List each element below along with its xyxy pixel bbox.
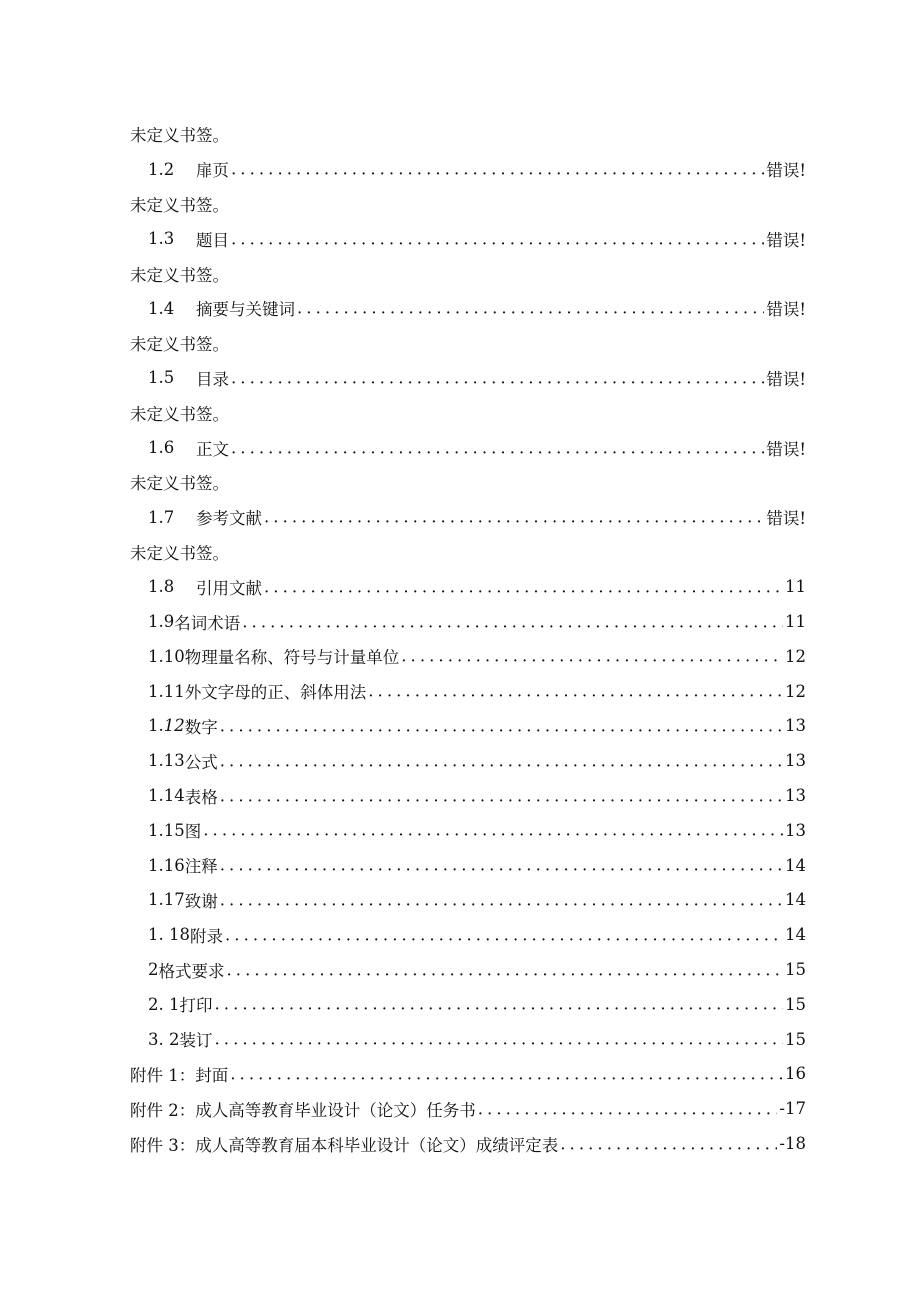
entry-page: 13	[785, 820, 806, 840]
entry-number: 1.16	[148, 855, 185, 875]
toc-entry-1-6[interactable]	[130, 430, 806, 465]
entry-number: 2	[148, 960, 159, 980]
entry-page: 错误!	[766, 161, 806, 181]
toc-entry-1-4[interactable]	[130, 291, 806, 326]
dot-leader	[264, 500, 764, 535]
table-of-contents	[130, 117, 806, 1161]
error-text: 未定义书签。	[130, 265, 229, 285]
dot-leader	[225, 917, 783, 952]
dot-leader	[220, 848, 783, 883]
dot-leader	[560, 1126, 777, 1161]
dot-leader	[215, 1022, 784, 1057]
dot-leader	[297, 291, 764, 326]
entry-title: 打印	[179, 996, 213, 1016]
toc-error-continuation	[130, 395, 806, 430]
entry-number-suffix: 12	[163, 716, 185, 736]
entry-number: 1.4	[148, 298, 175, 318]
entry-title: 摘要与关键词	[196, 300, 295, 320]
toc-entry-attachment-3[interactable]	[130, 1126, 806, 1161]
entry-title: 图	[184, 822, 202, 842]
entry-title: 注释	[184, 857, 218, 877]
toc-entry-1-17[interactable]	[130, 883, 806, 918]
dot-leader	[231, 430, 764, 465]
error-text: 未定义书签。	[130, 404, 229, 424]
toc-error-continuation	[130, 117, 806, 152]
entry-title: 封面	[195, 1065, 229, 1085]
entry-title: 数字	[184, 717, 218, 737]
entry-title: 目录	[196, 369, 229, 389]
entry-title: 表格	[184, 787, 218, 807]
entry-page: 15	[785, 960, 806, 980]
toc-entry-1-15[interactable]	[130, 813, 806, 848]
entry-page: 错误!	[766, 369, 806, 389]
entry-number: 附件 2：	[130, 1100, 196, 1120]
toc-entry-1-5[interactable]	[130, 361, 806, 396]
entry-title: 格式要求	[158, 961, 225, 981]
dot-leader	[215, 987, 784, 1022]
toc-error-continuation	[130, 535, 806, 570]
dot-leader	[220, 743, 783, 778]
toc-entry-3-2[interactable]	[130, 1022, 806, 1057]
dot-leader	[220, 883, 783, 918]
entry-number: 3. 2	[148, 1029, 180, 1049]
dot-leader	[227, 952, 784, 987]
entry-page: 11	[785, 577, 806, 597]
entry-number: 1.9	[148, 612, 175, 632]
toc-entry-1-16[interactable]	[130, 848, 806, 883]
dot-leader	[231, 152, 764, 187]
entry-page: 14	[785, 925, 806, 945]
error-text: 未定义书签。	[130, 195, 229, 215]
entry-title: 致谢	[184, 891, 218, 911]
toc-entry-1-2[interactable]	[130, 152, 806, 187]
entry-number: 2. 1	[148, 994, 180, 1014]
entry-page: 错误!	[766, 300, 806, 320]
entry-number: 1.13	[148, 751, 185, 771]
toc-error-continuation	[130, 256, 806, 291]
dot-leader	[231, 361, 764, 396]
entry-page: 14	[785, 855, 806, 875]
entry-number: 1.6	[148, 438, 175, 458]
toc-entry-attachment-2[interactable]	[130, 1091, 806, 1126]
entry-title: 正文	[196, 439, 229, 459]
entry-page: 13	[785, 716, 806, 736]
toc-entry-1-7[interactable]	[130, 500, 806, 535]
toc-entry-1-8[interactable]	[130, 569, 806, 604]
toc-entry-1-3[interactable]	[130, 221, 806, 256]
entry-page: 13	[785, 751, 806, 771]
entry-number: 1.7	[148, 507, 175, 527]
entry-title: 扉页	[196, 161, 229, 181]
entry-title: 成人高等教育届本科毕业设计（论文）成绩评定表	[195, 1135, 559, 1155]
toc-error-continuation	[130, 187, 806, 222]
toc-entry-2-1[interactable]	[130, 987, 806, 1022]
dot-leader	[401, 639, 783, 674]
entry-number: 1. 18	[148, 925, 190, 945]
error-text: 未定义书签。	[130, 126, 229, 146]
toc-error-continuation	[130, 326, 806, 361]
entry-page: 14	[785, 890, 806, 910]
entry-page: 15	[785, 994, 806, 1014]
toc-entry-2[interactable]	[130, 952, 806, 987]
entry-number: 1.3	[148, 229, 175, 249]
entry-number: 1.8	[148, 577, 175, 597]
entry-number-prefix: 1.	[148, 716, 164, 736]
entry-title: 外文字母的正、斜体用法	[184, 683, 367, 703]
entry-page: 12	[785, 681, 806, 701]
entry-title: 引用文献	[196, 578, 262, 598]
dot-leader	[368, 674, 783, 709]
entry-number: 附件 1：	[130, 1065, 196, 1085]
entry-page: -18	[779, 1134, 806, 1153]
entry-number: 1.15	[148, 820, 185, 840]
entry-title: 附录	[189, 926, 223, 946]
error-text: 未定义书签。	[130, 335, 229, 355]
toc-entry-1-12[interactable]	[130, 709, 806, 744]
dot-leader	[230, 1057, 783, 1092]
dot-leader	[220, 709, 783, 744]
entry-title: 物理量名称、符号与计量单位	[184, 648, 400, 668]
entry-page: 13	[785, 786, 806, 806]
entry-page: 错误!	[766, 509, 806, 529]
entry-number: 1.5	[148, 368, 175, 388]
toc-error-continuation	[130, 465, 806, 500]
dot-leader	[231, 221, 764, 256]
dot-leader	[220, 778, 783, 813]
entry-page: 16	[785, 1064, 806, 1084]
entry-number: 附件 3：	[130, 1135, 196, 1155]
entry-title: 参考文献	[196, 509, 262, 529]
entry-title: 装订	[179, 1031, 213, 1051]
entry-title: 题目	[196, 230, 229, 250]
toc-entry-attachment-1[interactable]	[130, 1057, 806, 1092]
toc-entry-1-11[interactable]	[130, 674, 806, 709]
toc-entry-1-9[interactable]	[130, 604, 806, 639]
entry-title: 名词术语	[174, 613, 241, 633]
entry-number: 1.14	[148, 786, 185, 806]
entry-number: 1.17	[148, 890, 185, 910]
entry-page: 15	[785, 1029, 806, 1049]
entry-number: 1.11	[148, 681, 185, 701]
error-text: 未定义书签。	[130, 543, 229, 563]
entry-title: 成人高等教育毕业设计（论文）任务书	[195, 1100, 476, 1120]
entry-page: 错误!	[766, 439, 806, 459]
error-text: 未定义书签。	[130, 474, 229, 494]
dot-leader	[264, 569, 783, 604]
toc-entry-1-13[interactable]	[130, 743, 806, 778]
dot-leader	[242, 604, 783, 639]
entry-page: 12	[785, 646, 806, 666]
toc-entry-1-14[interactable]	[130, 778, 806, 813]
entry-title: 公式	[184, 752, 218, 772]
toc-entry-1-10[interactable]	[130, 639, 806, 674]
entry-page: 11	[785, 612, 806, 632]
entry-number: 1.2	[148, 159, 175, 179]
dot-leader	[203, 813, 783, 848]
entry-page: 错误!	[766, 230, 806, 250]
entry-number	[148, 716, 185, 735]
dot-leader	[478, 1091, 778, 1126]
toc-entry-1-18[interactable]	[130, 917, 806, 952]
entry-page: -17	[779, 1099, 806, 1119]
entry-number: 1.10	[148, 646, 185, 666]
